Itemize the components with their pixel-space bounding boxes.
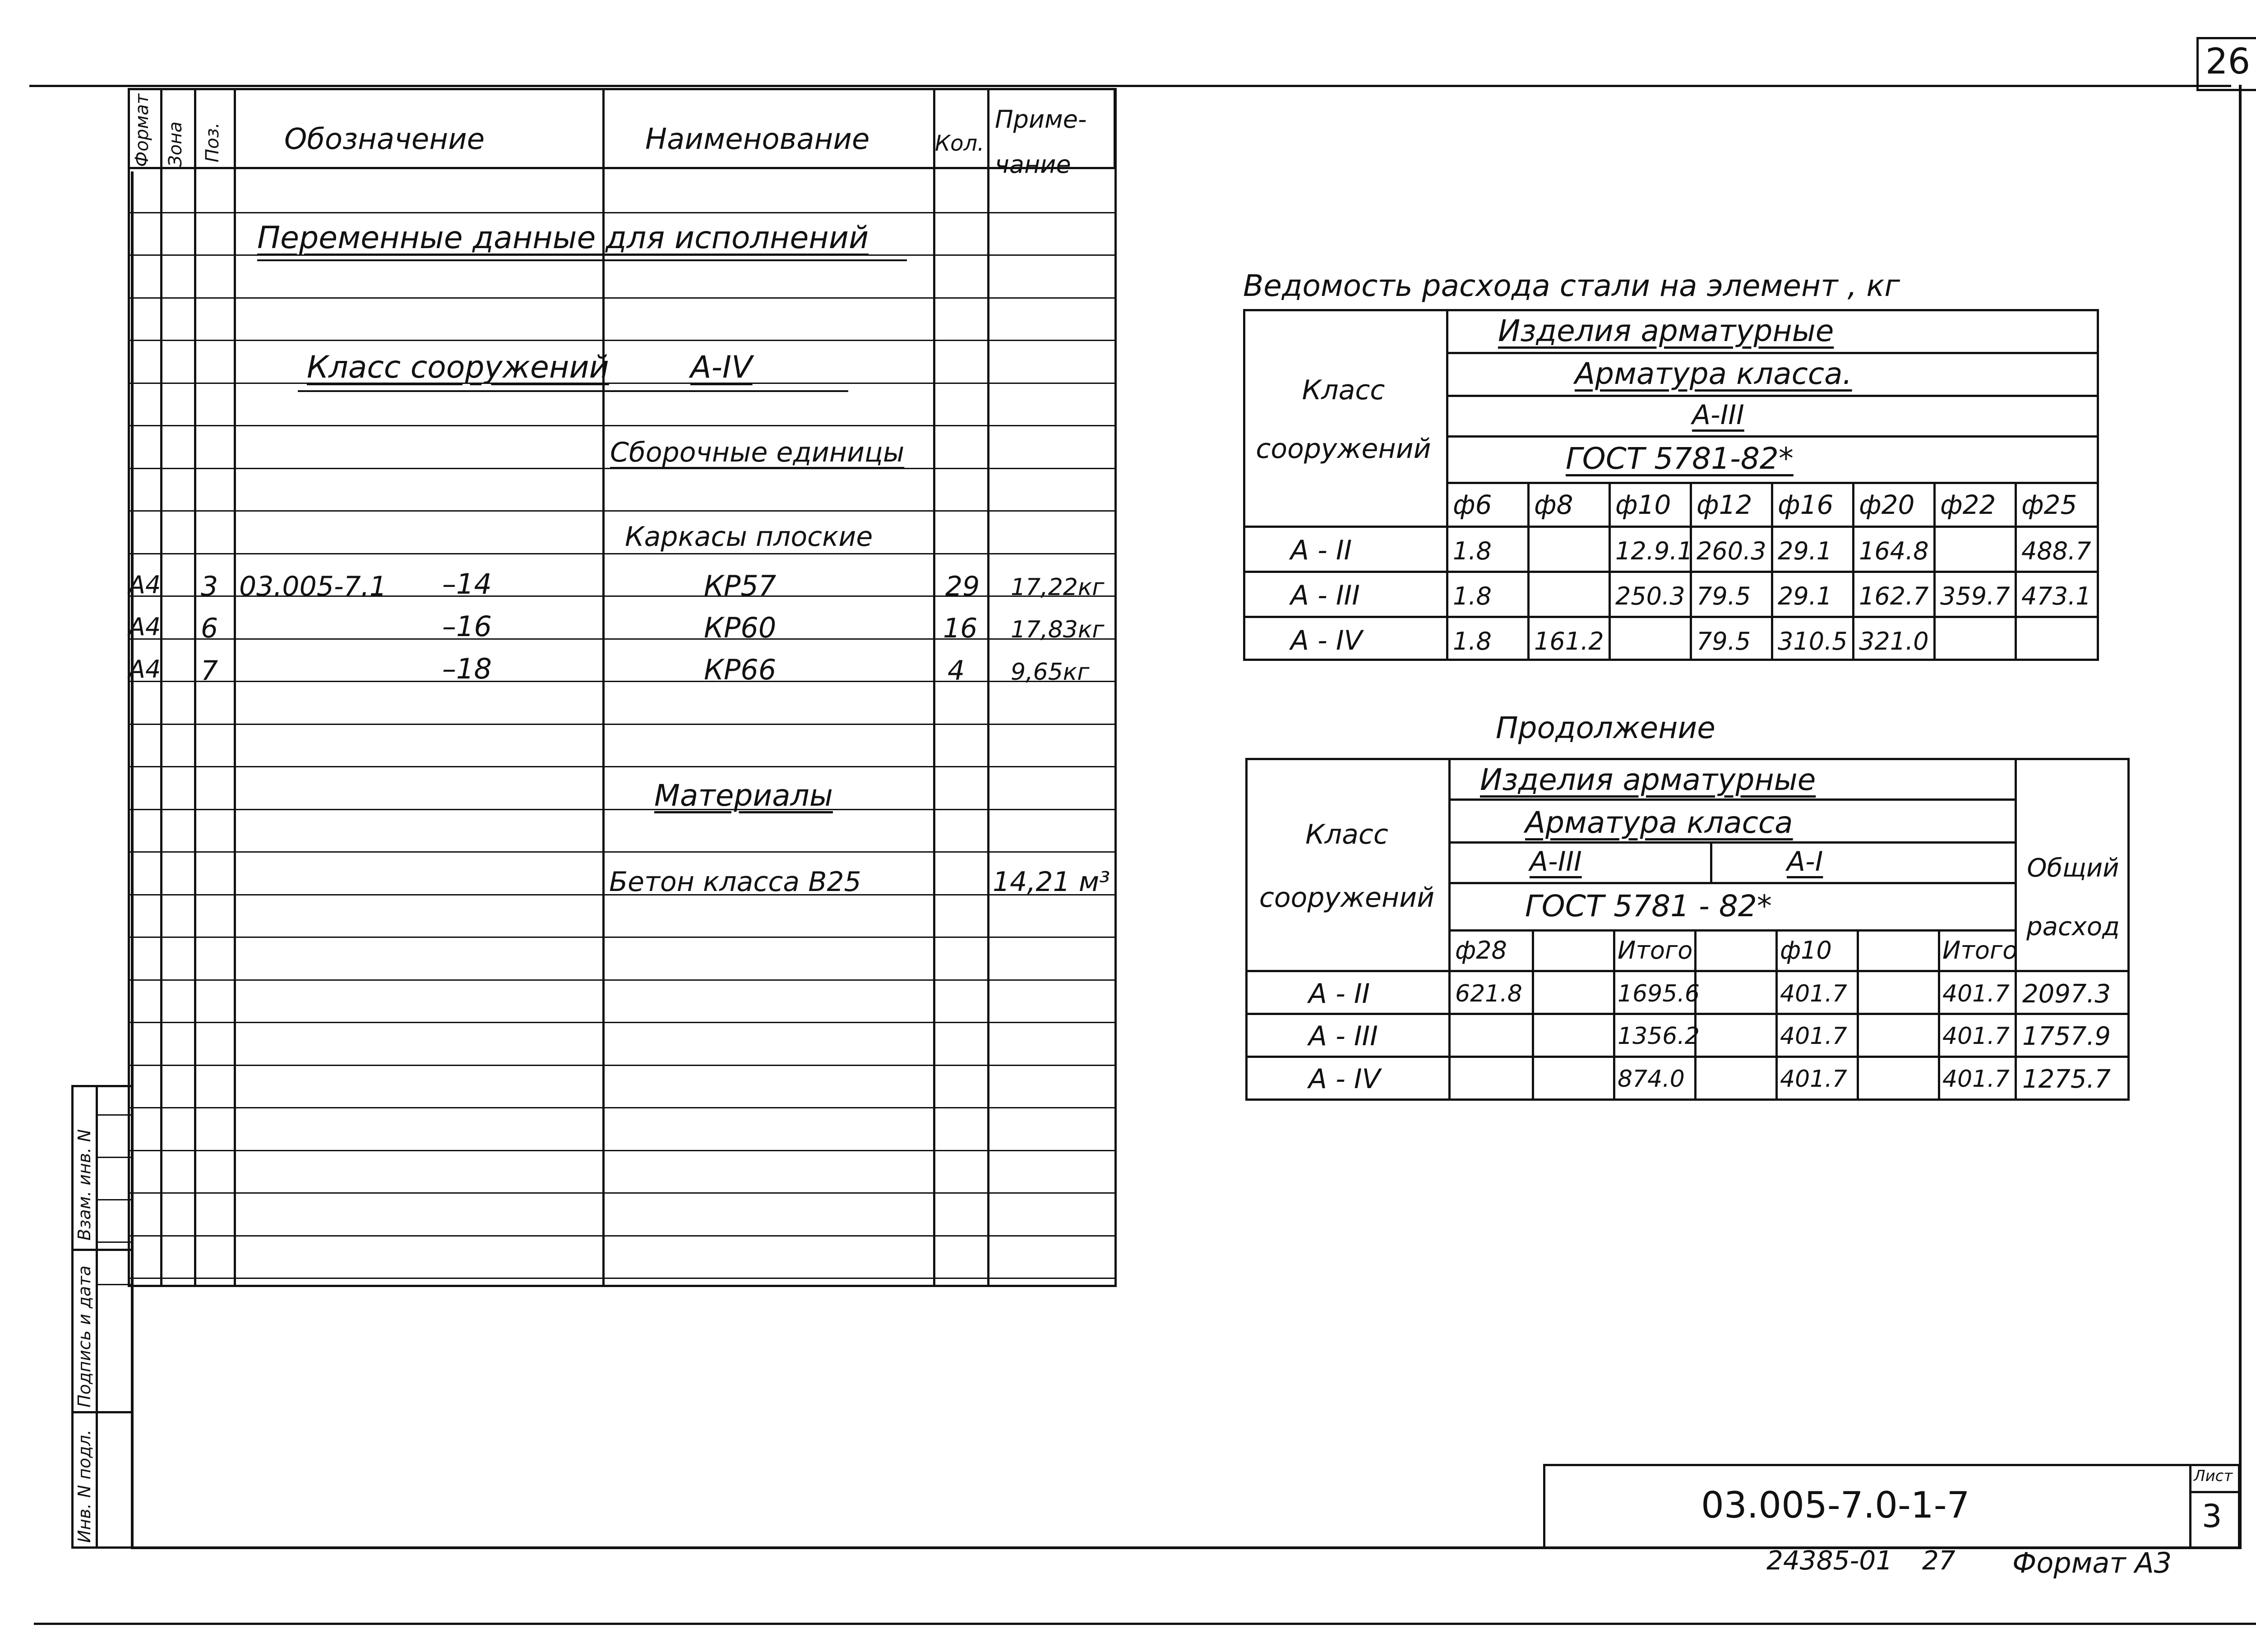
steel-value-cell: 1.8: [1453, 582, 1492, 610]
spec-row-note: 17,22кг: [1011, 574, 1105, 601]
cont-col-line: [1857, 929, 1859, 1101]
steel-value-cell: 164.8: [1859, 537, 1929, 565]
spec-row-line: [128, 979, 1116, 981]
steel-value-cell: 488.7: [2021, 537, 2091, 565]
steel-diameter-header: ф20: [1859, 489, 1915, 520]
cont-col-line: [1938, 929, 1940, 1101]
footer-page: 27: [1922, 1545, 1956, 1576]
steel-value-cell: 29.1: [1778, 537, 1832, 565]
spec-row-pos: 6: [201, 613, 218, 644]
steel-hline: [1243, 571, 2099, 573]
cont-h3b: А-I: [1787, 846, 1823, 877]
cont-total-cell: 1757.9: [2022, 1022, 2111, 1051]
side-row-line: [96, 1157, 133, 1158]
steel-class-cell: А - III: [1290, 580, 1360, 611]
steel-hline: [1446, 395, 2099, 397]
steel-col-line: [1852, 482, 1854, 661]
steel-diameter-header: ф12: [1697, 489, 1752, 520]
steel-value-cell: 260.3: [1697, 537, 1766, 565]
frame-right-line: [2239, 85, 2242, 1549]
spec-header-box: [128, 88, 1116, 169]
cont-value-cell: 874.0: [1618, 1066, 1685, 1093]
spec-section-class-value: А-IV: [690, 350, 753, 385]
cont-total-cell: 1275.7: [2022, 1065, 2111, 1094]
steel-h2: Арматура класса.: [1575, 356, 1852, 391]
cont-value-cell: 401.7: [1942, 980, 2010, 1007]
footer-order: 24385-01: [1766, 1545, 1893, 1576]
spec-row-line: [128, 851, 1116, 853]
cont-value-cell: 401.7: [1942, 1023, 2010, 1050]
title-code: 03.005-7.0-1-7: [1701, 1484, 1970, 1526]
spec-row-suffix: –16: [442, 610, 492, 643]
cont-value-cell: 401.7: [1780, 1066, 1847, 1093]
side-stamp-field-2: Подпись и дата: [74, 1265, 94, 1407]
spec-header-note: Приме- чание: [995, 105, 1087, 179]
cont-table-title: Продолжение: [1496, 711, 1715, 745]
cont-hline: [1245, 1056, 2130, 1058]
side-row-line: [96, 1241, 133, 1243]
bottom-border-line: [34, 1623, 2256, 1625]
spec-row-line: [128, 1065, 1116, 1066]
cont-col-line: [1613, 929, 1615, 1101]
steel-table-title: Ведомость расхода стали на элемент , кг: [1243, 268, 1900, 303]
cont-h2: Арматура класса: [1525, 805, 1793, 840]
steel-class-divider: [1446, 309, 1448, 661]
cont-col-line: [1775, 929, 1778, 1101]
steel-diameter-header: ф10: [1615, 489, 1671, 520]
side-stamp-vline: [96, 1085, 98, 1549]
cont-class-label: Класс сооружений: [1259, 819, 1435, 914]
spec-header-pos: Поз.: [202, 122, 223, 162]
steel-class-cell: А - IV: [1290, 625, 1363, 656]
spec-row-format: А4: [129, 571, 161, 599]
spec-row-pos: 3: [201, 571, 218, 602]
steel-col-line: [1609, 482, 1611, 661]
spec-section-class: Класс сооружений: [307, 350, 609, 385]
spec-section-underline: [298, 390, 848, 392]
steel-value-cell: 321.0: [1859, 627, 1929, 655]
cont-class-cell: А - III: [1308, 1020, 1378, 1052]
spec-row-line: [128, 1235, 1116, 1237]
spec-row-line: [128, 1022, 1116, 1023]
title-sheet-no: 3: [2202, 1498, 2222, 1535]
cont-a3-a1-divider: [1710, 841, 1712, 884]
cont-h3a: А-III: [1530, 846, 1582, 877]
spec-row-line: [128, 212, 1116, 213]
cont-col-line: [1532, 929, 1534, 1101]
cont-total-cell: 2097.3: [2022, 979, 2111, 1009]
steel-class-label: Класс сооружений: [1256, 374, 1431, 465]
spec-row-line: [128, 1150, 1116, 1151]
spec-row-name: КР60: [704, 611, 777, 644]
spec-row-suffix: –14: [442, 568, 492, 600]
spec-header-qty: Кол.: [935, 131, 985, 156]
spec-row-format: А4: [129, 655, 161, 683]
spec-row-name: КР66: [704, 653, 777, 686]
steel-col-line: [2015, 482, 2017, 661]
side-stamp-hline: [71, 1249, 133, 1251]
steel-hline: [1446, 435, 2099, 438]
spec-row-line: [128, 1278, 1116, 1279]
steel-col-line: [1771, 482, 1773, 661]
steel-value-cell: 1.8: [1453, 537, 1492, 565]
spec-row-line: [128, 681, 1116, 682]
spec-row-designation: 03.005-7.1: [239, 571, 387, 602]
spec-row-format: А4: [129, 613, 161, 641]
spec-row-line: [128, 383, 1116, 384]
side-stamp-field-1: Взам. инв. N: [74, 1129, 94, 1241]
spec-row-line: [128, 553, 1116, 554]
side-stamp-hline: [71, 1411, 133, 1413]
side-row-line: [96, 1199, 133, 1200]
spec-row-qty: 4: [948, 655, 965, 687]
steel-hline: [1243, 616, 2099, 618]
steel-diameter-header: ф8: [1534, 489, 1573, 520]
cont-hline: [1245, 970, 2130, 972]
cont-value-cell: 401.7: [1780, 1023, 1847, 1050]
cont-col-header: Итого: [1942, 936, 2018, 964]
spec-section-variable: Переменные данные для исполнений: [257, 220, 869, 256]
steel-hline: [1243, 526, 2099, 528]
cont-value-cell: 401.7: [1942, 1066, 2010, 1093]
spec-row-note: 17,83кг: [1011, 616, 1105, 643]
cont-col-header: ф28: [1455, 936, 1507, 964]
steel-diameter-header: ф25: [2021, 489, 2077, 520]
spec-row-line: [128, 340, 1116, 341]
cont-col-header: ф10: [1780, 936, 1832, 964]
steel-value-cell: 1.8: [1453, 627, 1492, 655]
cont-hline: [1448, 798, 2016, 801]
steel-h4: ГОСТ 5781-82*: [1566, 441, 1794, 476]
top-border-line: [29, 85, 2231, 87]
steel-h1: Изделия арматурные: [1498, 314, 1834, 348]
cont-hline: [1448, 841, 2016, 844]
steel-value-cell: 359.7: [1940, 582, 2010, 610]
spec-subsection-frames: Каркасы плоские: [625, 521, 873, 553]
steel-value-cell: 310.5: [1778, 627, 1848, 655]
spec-row-line: [128, 425, 1116, 426]
spec-row-note: 9,65кг: [1011, 659, 1090, 686]
steel-value-cell: 162.7: [1859, 582, 1929, 610]
spec-row-line: [128, 937, 1116, 938]
steel-diameter-header: ф22: [1940, 489, 1996, 520]
steel-col-line: [1527, 482, 1530, 661]
spec-row-pos: 7: [201, 655, 218, 687]
cont-value-cell: 621.8: [1455, 980, 1522, 1007]
steel-class-cell: А - II: [1290, 535, 1352, 566]
cont-class-cell: А - II: [1308, 978, 1370, 1010]
title-sheet-divider: [2189, 1464, 2191, 1549]
steel-col-line: [1933, 482, 1936, 661]
steel-col-line: [1690, 482, 1692, 661]
spec-material-name: Бетон класса В25: [609, 866, 861, 898]
spec-row-line: [128, 1107, 1116, 1108]
cont-value-cell: 401.7: [1780, 980, 1847, 1007]
spec-row-line: [128, 809, 1116, 810]
cont-hline: [1448, 882, 2016, 884]
title-sheet-label: Лист: [2194, 1467, 2233, 1485]
spec-header-zone: Зона: [165, 121, 186, 167]
steel-hline: [1446, 352, 2099, 354]
spec-row-suffix: –18: [442, 652, 492, 685]
steel-diameter-header: ф16: [1778, 489, 1834, 520]
spec-section-underline: [257, 259, 907, 261]
steel-value-cell: 473.1: [2021, 582, 2091, 610]
spec-row-line: [128, 724, 1116, 725]
spec-header-format: Формат: [132, 93, 153, 167]
cont-class-cell: А - IV: [1308, 1063, 1381, 1095]
cont-hline: [1245, 1013, 2130, 1015]
side-stamp-field-3: Инв. N подл.: [74, 1429, 94, 1543]
cont-value-cell: 1695.6: [1618, 980, 1700, 1007]
steel-value-cell: 250.3: [1615, 582, 1685, 610]
steel-value-cell: 29.1: [1778, 582, 1832, 610]
cont-col-line: [1694, 929, 1697, 1101]
spec-section-materials: Материалы: [654, 778, 833, 813]
steel-value-cell: 79.5: [1697, 627, 1751, 655]
spec-row-qty: 29: [945, 571, 980, 602]
spec-row-line: [128, 766, 1116, 767]
steel-diameter-header: ф6: [1453, 489, 1492, 520]
side-row-line: [96, 1284, 133, 1285]
spec-row-line: [128, 297, 1116, 299]
cont-total-label: Общий расход: [2026, 854, 2120, 941]
steel-value-cell: 161.2: [1534, 627, 1604, 655]
spec-row-line: [128, 1192, 1116, 1194]
spec-row-name: КР57: [704, 569, 777, 602]
cont-h4: ГОСТ 5781 - 82*: [1525, 889, 1772, 923]
spec-header-designation: Обозначение: [284, 123, 485, 156]
title-sheet-hline: [2189, 1491, 2240, 1493]
spec-section-assembly: Сборочные единицы: [610, 437, 905, 468]
sheet-number-top: 26: [2205, 42, 2251, 82]
side-row-line: [96, 1114, 133, 1116]
cont-h1: Изделия арматурные: [1480, 762, 1816, 797]
cont-col-header: Итого: [1618, 936, 1693, 964]
spec-material-note: 14,21 м³: [993, 866, 1110, 898]
cont-value-cell: 1356.2: [1618, 1023, 1700, 1050]
spec-header-name: Наименование: [645, 123, 870, 156]
spec-row-qty: 16: [943, 613, 978, 644]
spec-row-line: [128, 510, 1116, 512]
footer-format: Формат А3: [2012, 1546, 2172, 1579]
steel-h3: А-III: [1692, 399, 1744, 431]
steel-value-cell: 12.9.1: [1615, 537, 1693, 565]
steel-value-cell: 79.5: [1697, 582, 1751, 610]
spec-bottom-line: [128, 1285, 1117, 1287]
